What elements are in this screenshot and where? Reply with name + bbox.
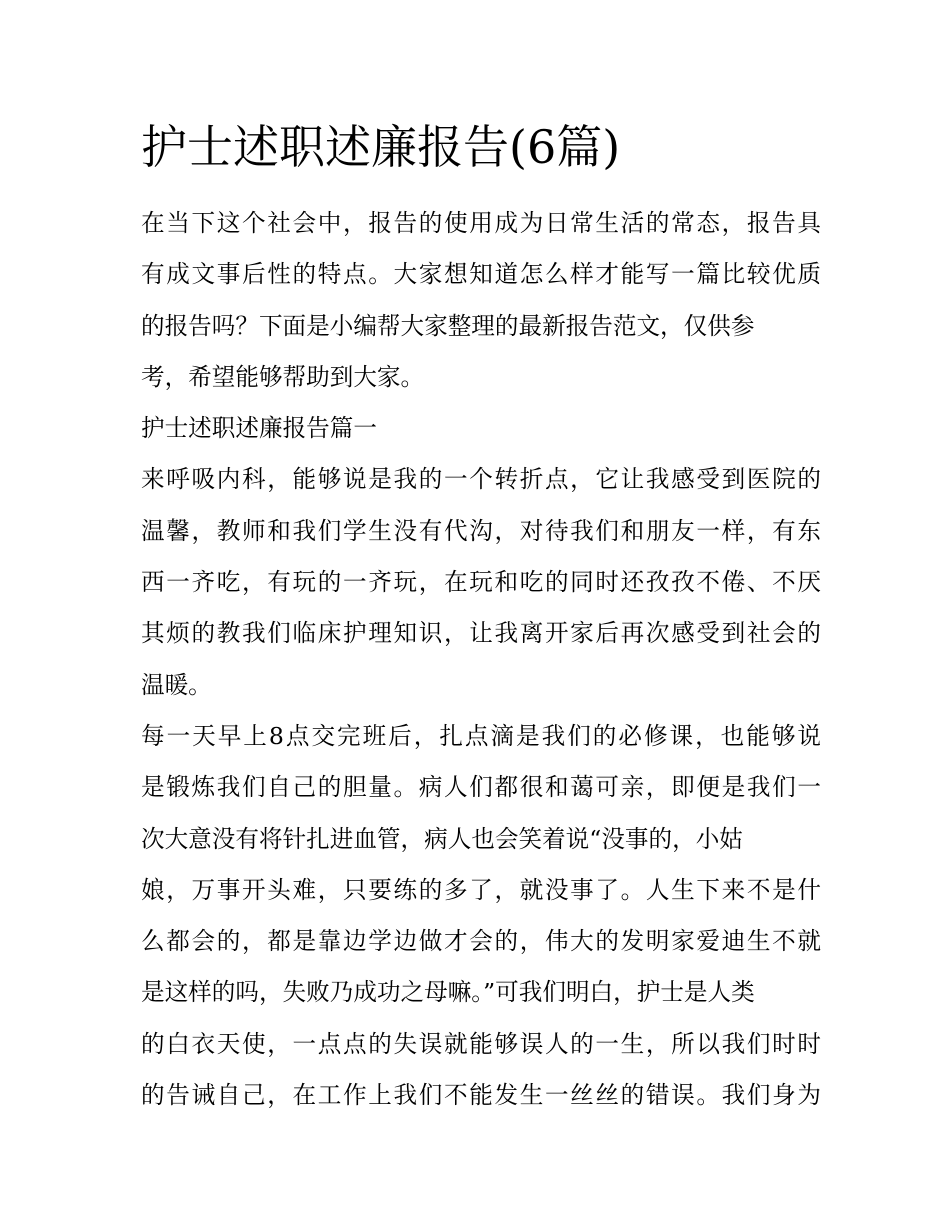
text-line: 的告诫自己，在工作上我们不能发生一丝丝的错误。我们身为 [141, 1081, 821, 1110]
text-line: 温馨，教师和我们学生没有代沟，对待我们和朋友一样，有东 [141, 516, 821, 545]
text-line: 娘，万事开头难，只要练的多了，就没事了。人生下来不是什 [141, 875, 821, 904]
text-line: 的白衣天使，一点点的失误就能够误人的一生，所以我们时时 [141, 1029, 821, 1058]
text-line: 在当下这个社会中，报告的使用成为日常生活的常态，报告具 [141, 209, 821, 237]
text-line: 是锻炼我们自己的胆量。病人们都很和蔼可亲，即便是我们一 [141, 773, 821, 802]
text-line: 每一天早上8点交完班后，扎点滴是我们的必修课，也能够说 [141, 721, 821, 750]
text-line: 其烦的教我们临床护理知识，让我离开家后再次感受到社会的 [141, 619, 821, 648]
document-body [141, 198, 821, 1121]
text-line: 考，希望能够帮助到大家。 [141, 362, 425, 391]
text-line: 来呼吸内科，能够说是我的一个转折点，它让我感受到医院的 [141, 465, 821, 494]
text-line: 温暖。 [141, 670, 212, 699]
text-line: 是这样的吗，失败乃成功之母嘛。”可我们明白，护士是人类 [141, 978, 755, 1007]
section-heading: 护士述职述廉报告篇一 [141, 414, 377, 443]
text-line: 有成文事后性的特点。大家想知道怎么样才能写一篇比较优质 [141, 260, 821, 289]
text-line: 么都会的，都是靠边学边做才会的，伟大的发明家爱迪生不就 [141, 927, 821, 956]
document-title: 护士述职述廉报告(6篇) [141, 120, 621, 174]
text-line: 次大意没有将针扎进血管，病人也会笑着说“没事的，小姑 [141, 824, 743, 853]
text-line: 的报告吗？下面是小编帮大家整理的最新报告范文，仅供参 [141, 311, 755, 340]
text-line: 西一齐吃，有玩的一齐玩，在玩和吃的同时还孜孜不倦、不厌 [141, 568, 821, 597]
